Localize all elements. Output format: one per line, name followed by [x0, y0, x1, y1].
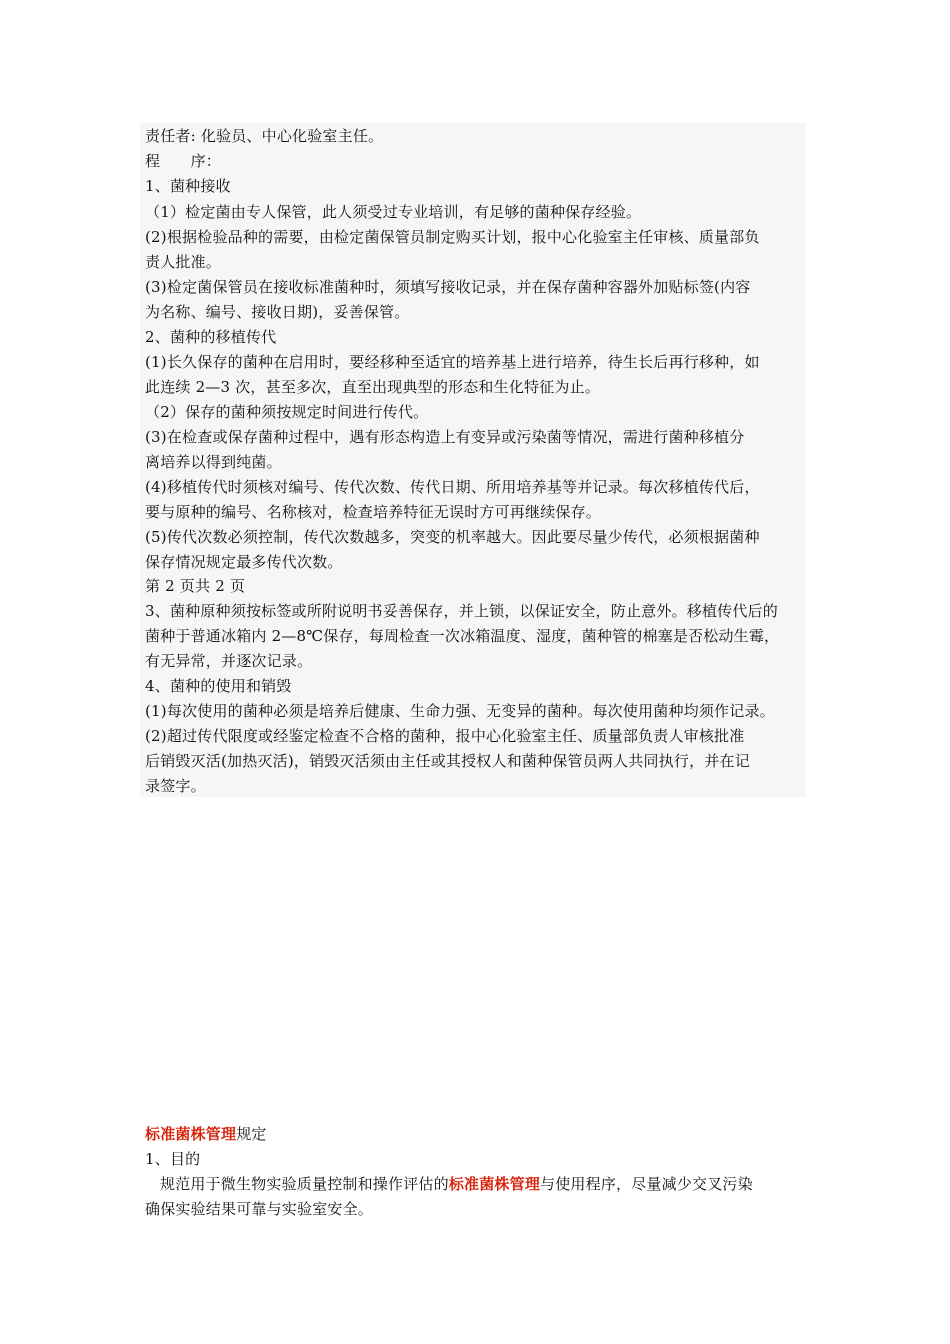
title-rest: 规定 [236, 1125, 267, 1143]
page-number: 第 2 页共 2 页 [145, 577, 246, 595]
text-line: （1）检定菌由专人保管，此人须受过专业培训，有足够的菌种保存经验。 [145, 203, 642, 221]
text-line: (5)传代次数必须控制，传代次数越多，突变的机率越大。因此要尽量少传代，必须根据菌种 [145, 528, 760, 546]
text-line: 后销毁灭活(加热灭活)，销毁灭活须由主任或其授权人和菌种保管员两人共同执行，并在记 [145, 752, 750, 770]
text-line: (4)移植传代时须核对编号、传代次数、传代日期、所用培养基等并记录。每次移植传代后， [145, 478, 760, 496]
purpose-line-2: 确保实验结果可靠与实验室安全。 [145, 1200, 374, 1218]
purpose-highlight: 标准菌株管理 [448, 1175, 541, 1193]
procedure-heading: 程 序： [145, 152, 222, 170]
text-line: （2）保存的菌种须按规定时间进行传代。 [145, 403, 429, 421]
text-line: (1)长久保存的菌种在启用时，要经移种至适宜的培养基上进行培养，待生长后再行移种，如 [145, 353, 760, 371]
title-highlight: 标准菌株管理 [145, 1125, 237, 1143]
text-line: 为名称、编号、接收日期)，妥善保管。 [145, 303, 410, 321]
text-line: 有无异常，并逐次记录。 [145, 652, 313, 670]
text-line: 要与原种的编号、名称核对，检查培养特征无误时方可再继续保存。 [145, 503, 602, 521]
text-line: 3、菌种原种须按标签或所附说明书妥善保存，并上锁，以保证安全，防止意外。移植传代后的 [145, 602, 778, 620]
heading-strain-use-destruction: 4、菌种的使用和销毁 [145, 677, 292, 695]
purpose-text-a: 规范用于微生物实验质量控制和操作评估的 [160, 1175, 449, 1193]
text-line: 保存情况规定最多传代次数。 [145, 553, 343, 571]
heading-strain-receipt: 1、菌种接收 [145, 177, 231, 195]
section-title [145, 1122, 267, 1147]
text-line: (3)在检查或保存菌种过程中，遇有形态构造上有变异或污染菌等情况，需进行菌种移植分 [145, 428, 745, 446]
purpose-text-b: 与使用程序，尽量减少交叉污染 [540, 1175, 753, 1193]
text-line: 菌种于普通冰箱内 2—8℃保存，每周检查一次冰箱温度、湿度，菌种管的棉塞是否松动生霉， [145, 627, 780, 645]
text-line: (2)根据检验品种的需要，由检定菌保管员制定购买计划，报中心化验室主任审核、质量部负 [145, 228, 760, 246]
purpose-heading: 1、目的 [145, 1150, 201, 1168]
text-line: (2)超过传代限度或经鉴定检查不合格的菌种，报中心化验室主任、质量部负责人审核批准 [145, 727, 745, 745]
responsible-line: 责任者: 化验员、中心化验室主任。 [145, 127, 384, 145]
text-line: 此连续 2—3 次，甚至多次，直至出现典型的形态和生化特征为止。 [145, 378, 601, 396]
text-line: 责人批准。 [145, 253, 222, 271]
text-line: 离培养以得到纯菌。 [145, 453, 282, 471]
text-line: 录签字。 [145, 777, 206, 795]
heading-strain-transfer: 2、菌种的移植传代 [145, 328, 277, 346]
text-line: (1)每次使用的菌种必须是培养后健康、生命力强、无变异的菌种。每次使用菌种均须作记录。 [145, 702, 775, 720]
text-line: (3)检定菌保管员在接收标准菌种时，须填写接收记录，并在保存菌种容器外加贴标签(内容 [145, 278, 751, 296]
purpose-line-1 [160, 1172, 753, 1197]
